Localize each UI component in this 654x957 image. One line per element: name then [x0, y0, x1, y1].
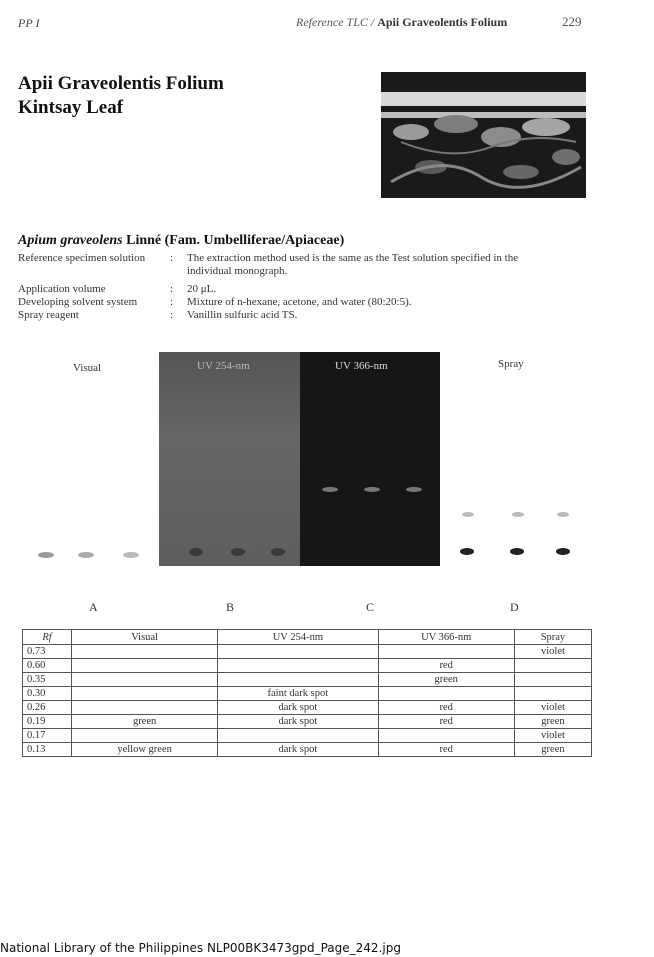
table-cell: [72, 659, 218, 673]
table-row: [23, 659, 592, 673]
table-cell: dark spot: [218, 701, 378, 715]
info-sep: :: [170, 309, 174, 321]
spray-spot: [462, 512, 474, 517]
table-cell: violet: [514, 645, 591, 659]
table-row: [23, 715, 592, 729]
table-cell: [378, 645, 514, 659]
table-cell: green: [514, 743, 591, 757]
table-cell: red: [378, 659, 514, 673]
rf-table: [22, 629, 592, 757]
rf-header: [23, 630, 72, 645]
visual-spot: [123, 552, 139, 558]
rf-value: 0.35: [23, 673, 72, 687]
rf-value: 0.60: [23, 659, 72, 673]
table-row: [23, 729, 592, 743]
table-cell: yellow green: [72, 743, 218, 757]
species-author-family: Linné (Fam. Umbelliferae/Apiaceae): [126, 233, 345, 248]
table-row: [23, 687, 592, 701]
method-info: [18, 252, 547, 322]
uv366-spot: [322, 487, 338, 492]
plate-uv366-label: UV 366-nm: [335, 360, 388, 372]
plate-spray-label: Spray: [498, 358, 524, 370]
running-header-left: PP I: [18, 16, 40, 30]
info-label: Reference specimen solution: [18, 252, 146, 264]
table-cell: [218, 659, 378, 673]
panel-letter-b: B: [226, 600, 235, 614]
rf-value: 0.26: [23, 701, 72, 715]
rf-value: 0.19: [23, 715, 72, 729]
rf-header-label: Rf: [42, 631, 52, 643]
spray-spot: [512, 512, 524, 517]
uv366-spot: [364, 487, 380, 492]
info-value: Vanillin sulfuric acid TS.: [187, 309, 298, 321]
rf-value: 0.13: [23, 743, 72, 757]
info-value: Mixture of n-hexane, acetone, and water (80:20:5).: [187, 296, 412, 308]
table-cell: [218, 673, 378, 687]
scan-footer: National Library of the Philippines NLP00BK3473gpd_Page_242.jpg: [0, 941, 401, 955]
spray-spot: [510, 548, 524, 555]
table-row: [23, 673, 592, 687]
spray-header: Spray: [514, 630, 591, 645]
plate-uv366: [300, 352, 440, 566]
info-sep: :: [170, 252, 174, 264]
table-cell: [378, 729, 514, 743]
table-cell: [218, 729, 378, 743]
table-row: [23, 743, 592, 757]
table-cell: [72, 701, 218, 715]
table-cell: green: [378, 673, 514, 687]
plant-photo: [381, 72, 586, 198]
uv366-spot: [406, 487, 422, 492]
info-value: The extraction method used is the same as the Test solution specified in the individual monograph.: [187, 252, 519, 277]
running-header-right: [296, 15, 507, 30]
spray-spot: [557, 512, 569, 517]
info-row-volume: [18, 283, 547, 296]
table-cell: [72, 673, 218, 687]
visual-spot: [78, 552, 94, 558]
rf-value: 0.73: [23, 645, 72, 659]
plate-visual: [18, 352, 158, 566]
table-cell: green: [72, 715, 218, 729]
table-cell: green: [514, 715, 591, 729]
table-cell: [218, 645, 378, 659]
title-line-latin: Apii Graveolentis Folium: [18, 73, 224, 94]
spray-spot: [460, 548, 474, 555]
uv254-spot: [189, 548, 203, 556]
info-row-reference: [18, 252, 547, 278]
uv366-header: UV 366-nm: [378, 630, 514, 645]
table-cell: [514, 673, 591, 687]
table-cell: [72, 645, 218, 659]
table-cell: violet: [514, 729, 591, 743]
rf-value: 0.17: [23, 729, 72, 743]
spray-spot: [556, 548, 570, 555]
table-cell: [72, 687, 218, 701]
table-cell: red: [378, 715, 514, 729]
uv254-spot: [271, 548, 285, 556]
table-cell: [72, 729, 218, 743]
table-row: [23, 645, 592, 659]
page-number: 229: [562, 14, 582, 29]
page-title: [18, 72, 224, 120]
info-label: Application volume: [18, 283, 106, 295]
rf-table-header: [23, 630, 592, 645]
info-row-spray: [18, 309, 547, 322]
table-cell: [514, 659, 591, 673]
info-label: Spray reagent: [18, 309, 79, 321]
table-row: [23, 701, 592, 715]
uv254-header: UV 254-nm: [218, 630, 378, 645]
plate-visual-label: Visual: [73, 362, 102, 374]
title-line-common: Kintsay Leaf: [18, 97, 124, 118]
panel-letter-a: A: [89, 600, 98, 614]
info-value: 20 μL.: [187, 283, 217, 295]
info-sep: :: [170, 296, 174, 308]
table-cell: [378, 687, 514, 701]
table-cell: faint dark spot: [218, 687, 378, 701]
visual-header: Visual: [72, 630, 218, 645]
visual-spot: [38, 552, 54, 558]
table-cell: dark spot: [218, 743, 378, 757]
info-label: Developing solvent system: [18, 296, 138, 308]
panel-letter-d: D: [510, 600, 519, 614]
info-sep: :: [170, 283, 174, 295]
uv254-spot: [231, 548, 245, 556]
table-cell: violet: [514, 701, 591, 715]
plate-uv254-label: UV 254-nm: [197, 360, 250, 372]
plant-photo-graphic: [381, 72, 586, 198]
rf-table-body: [23, 645, 592, 757]
running-header-bold: Apii Graveolentis Folium: [377, 15, 508, 29]
plate-spray: [442, 352, 592, 566]
plate-uv254: [159, 352, 300, 566]
rf-value: 0.30: [23, 687, 72, 701]
running-header-italic: Reference TLC /: [296, 15, 375, 29]
table-cell: dark spot: [218, 715, 378, 729]
table-cell: [514, 687, 591, 701]
panel-letter-c: C: [366, 600, 375, 614]
table-cell: red: [378, 701, 514, 715]
species-heading: [18, 233, 344, 249]
table-cell: red: [378, 743, 514, 757]
info-row-solvent: [18, 296, 547, 309]
species-name: Apium graveolens: [18, 233, 123, 248]
